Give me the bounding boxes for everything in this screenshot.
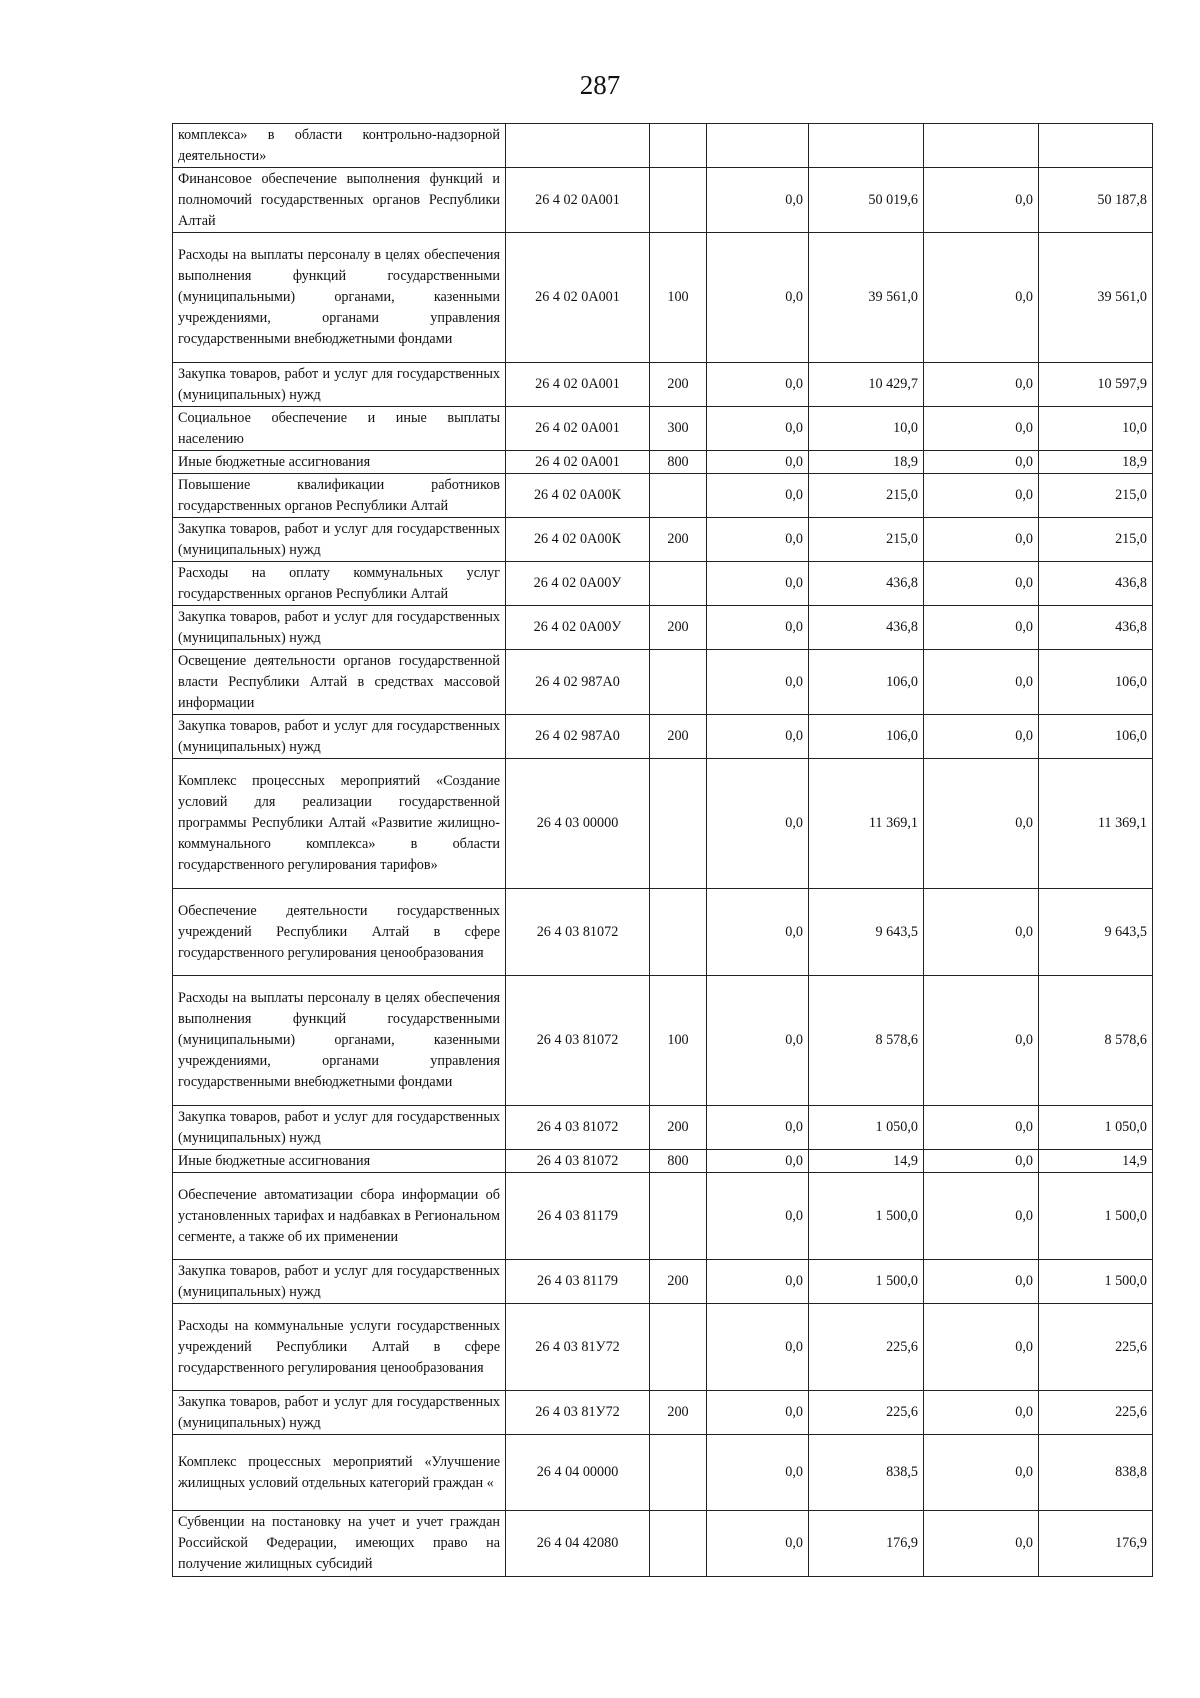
row-code: 26 4 03 81072 bbox=[506, 976, 650, 1106]
table-row bbox=[173, 759, 1153, 889]
row-value-4: 436,8 bbox=[1039, 562, 1153, 606]
row-name: Комплекс процессных мероприятий «Улучшение жилищных условий отдельных категорий граждан « bbox=[173, 1435, 506, 1511]
row-value-1: 0,0 bbox=[707, 474, 809, 518]
row-value-2: 1 500,0 bbox=[809, 1173, 924, 1260]
table-row bbox=[173, 562, 1153, 606]
row-expense-type bbox=[650, 474, 707, 518]
row-value-4: 1 050,0 bbox=[1039, 1106, 1153, 1150]
row-name: Расходы на выплаты персоналу в целях обеспечения выполнения функций государственными (муниципальными) органами, казенными учреждениями, органами управления государственными внебюджетными фондами bbox=[173, 976, 506, 1106]
row-value-1: 0,0 bbox=[707, 1106, 809, 1150]
row-name: Закупка товаров, работ и услуг для государственных (муниципальных) нужд bbox=[173, 363, 506, 407]
row-value-1: 0,0 bbox=[707, 650, 809, 715]
row-value-3: 0,0 bbox=[924, 1511, 1039, 1577]
row-name: Комплекс процессных мероприятий «Создание условий для реализации государственной программы Республики Алтай «Развитие жилищно-коммунального комплекса» в области государственного регулирования тарифов» bbox=[173, 759, 506, 889]
page-number: 287 bbox=[579, 70, 621, 100]
row-name: Закупка товаров, работ и услуг для государственных (муниципальных) нужд bbox=[173, 606, 506, 650]
row-value-2: 215,0 bbox=[809, 474, 924, 518]
row-name: Иные бюджетные ассигнования bbox=[173, 451, 506, 474]
row-value-2: 50 019,6 bbox=[809, 168, 924, 233]
table-row bbox=[173, 606, 1153, 650]
row-expense-type bbox=[650, 1304, 707, 1391]
row-name: Иные бюджетные ассигнования bbox=[173, 1150, 506, 1173]
row-value-1: 0,0 bbox=[707, 233, 809, 363]
row-name: Обеспечение деятельности государственных учреждений Республики Алтай в сфере государственного регулирования ценообразования bbox=[173, 889, 506, 976]
row-value-2: 18,9 bbox=[809, 451, 924, 474]
row-value-4: 50 187,8 bbox=[1039, 168, 1153, 233]
row-value-1: 0,0 bbox=[707, 1391, 809, 1435]
table-row bbox=[173, 407, 1153, 451]
row-code: 26 4 02 0А001 bbox=[506, 233, 650, 363]
row-value-1: 0,0 bbox=[707, 451, 809, 474]
row-value-1 bbox=[707, 124, 809, 168]
row-name: Расходы на оплату коммунальных услуг государственных органов Республики Алтай bbox=[173, 562, 506, 606]
row-code: 26 4 02 0А00У bbox=[506, 606, 650, 650]
row-value-4: 106,0 bbox=[1039, 715, 1153, 759]
row-expense-type: 200 bbox=[650, 363, 707, 407]
row-value-4: 838,8 bbox=[1039, 1435, 1153, 1511]
row-code: 26 4 04 00000 bbox=[506, 1435, 650, 1511]
table-row bbox=[173, 715, 1153, 759]
row-value-3: 0,0 bbox=[924, 474, 1039, 518]
row-value-4: 11 369,1 bbox=[1039, 759, 1153, 889]
row-value-3: 0,0 bbox=[924, 1435, 1039, 1511]
row-name: Освещение деятельности органов государственной власти Республики Алтай в средствах массовой информации bbox=[173, 650, 506, 715]
row-name: Социальное обеспечение и иные выплаты населению bbox=[173, 407, 506, 451]
row-expense-type: 800 bbox=[650, 1150, 707, 1173]
table-row bbox=[173, 1304, 1153, 1391]
table-row bbox=[173, 124, 1153, 168]
row-value-4: 39 561,0 bbox=[1039, 233, 1153, 363]
row-value-4: 10 597,9 bbox=[1039, 363, 1153, 407]
row-expense-type bbox=[650, 124, 707, 168]
row-value-3: 0,0 bbox=[924, 1173, 1039, 1260]
row-name: Финансовое обеспечение выполнения функций и полномочий государственных органов Республики Алтай bbox=[173, 168, 506, 233]
budget-table bbox=[172, 123, 1153, 1577]
row-name: Закупка товаров, работ и услуг для государственных (муниципальных) нужд bbox=[173, 1106, 506, 1150]
row-value-2: 10,0 bbox=[809, 407, 924, 451]
row-expense-type: 200 bbox=[650, 1391, 707, 1435]
row-expense-type: 100 bbox=[650, 976, 707, 1106]
row-value-2: 436,8 bbox=[809, 562, 924, 606]
row-value-4: 8 578,6 bbox=[1039, 976, 1153, 1106]
table-row bbox=[173, 1391, 1153, 1435]
table-row bbox=[173, 1173, 1153, 1260]
row-code: 26 4 03 81179 bbox=[506, 1173, 650, 1260]
row-value-1: 0,0 bbox=[707, 1150, 809, 1173]
row-expense-type: 200 bbox=[650, 1260, 707, 1304]
row-value-2: 215,0 bbox=[809, 518, 924, 562]
row-expense-type bbox=[650, 168, 707, 233]
row-value-3: 0,0 bbox=[924, 168, 1039, 233]
row-expense-type: 100 bbox=[650, 233, 707, 363]
row-value-2: 1 500,0 bbox=[809, 1260, 924, 1304]
row-value-3: 0,0 bbox=[924, 407, 1039, 451]
table-row bbox=[173, 889, 1153, 976]
row-value-3: 0,0 bbox=[924, 759, 1039, 889]
row-value-4: 436,8 bbox=[1039, 606, 1153, 650]
row-value-4: 225,6 bbox=[1039, 1304, 1153, 1391]
row-value-2: 838,5 bbox=[809, 1435, 924, 1511]
row-code: 26 4 03 81072 bbox=[506, 1150, 650, 1173]
table-row bbox=[173, 451, 1153, 474]
row-name: Обеспечение автоматизации сбора информации об установленных тарифах и надбавках в Региональном сегменте, а также об их применении bbox=[173, 1173, 506, 1260]
row-name: Субвенции на постановку на учет и учет граждан Российской Федерации, имеющих право на получение жилищных субсидий bbox=[173, 1511, 506, 1577]
row-code: 26 4 02 0А001 bbox=[506, 363, 650, 407]
row-value-1: 0,0 bbox=[707, 715, 809, 759]
row-value-1: 0,0 bbox=[707, 363, 809, 407]
row-value-1: 0,0 bbox=[707, 518, 809, 562]
row-value-1: 0,0 bbox=[707, 606, 809, 650]
table-row bbox=[173, 518, 1153, 562]
table-row bbox=[173, 1150, 1153, 1173]
table-body bbox=[173, 124, 1153, 1577]
table-row bbox=[173, 650, 1153, 715]
row-code: 26 4 02 987А0 bbox=[506, 715, 650, 759]
row-value-4: 18,9 bbox=[1039, 451, 1153, 474]
row-value-4: 176,9 bbox=[1039, 1511, 1153, 1577]
row-value-4: 215,0 bbox=[1039, 518, 1153, 562]
row-code: 26 4 02 0А001 bbox=[506, 168, 650, 233]
row-value-2: 436,8 bbox=[809, 606, 924, 650]
row-code: 26 4 03 81179 bbox=[506, 1260, 650, 1304]
row-value-1: 0,0 bbox=[707, 759, 809, 889]
row-name: Расходы на коммунальные услуги государственных учреждений Республики Алтай в сфере государственного регулирования ценообразования bbox=[173, 1304, 506, 1391]
row-value-4 bbox=[1039, 124, 1153, 168]
row-name: Закупка товаров, работ и услуг для государственных (муниципальных) нужд bbox=[173, 715, 506, 759]
row-value-2: 106,0 bbox=[809, 715, 924, 759]
row-name: комплекса» в области контрольно-надзорной деятельности» bbox=[173, 124, 506, 168]
row-value-1: 0,0 bbox=[707, 562, 809, 606]
row-code: 26 4 02 0А00У bbox=[506, 562, 650, 606]
row-value-3: 0,0 bbox=[924, 518, 1039, 562]
row-value-1: 0,0 bbox=[707, 1260, 809, 1304]
row-value-4: 225,6 bbox=[1039, 1391, 1153, 1435]
row-value-4: 10,0 bbox=[1039, 407, 1153, 451]
table-row bbox=[173, 1260, 1153, 1304]
table-row bbox=[173, 233, 1153, 363]
row-value-2: 106,0 bbox=[809, 650, 924, 715]
row-expense-type bbox=[650, 1511, 707, 1577]
row-expense-type: 200 bbox=[650, 715, 707, 759]
row-value-2: 1 050,0 bbox=[809, 1106, 924, 1150]
row-name: Закупка товаров, работ и услуг для государственных (муниципальных) нужд bbox=[173, 1260, 506, 1304]
row-value-2: 176,9 bbox=[809, 1511, 924, 1577]
row-code: 26 4 03 81072 bbox=[506, 1106, 650, 1150]
row-code: 26 4 02 0А001 bbox=[506, 407, 650, 451]
row-name: Расходы на выплаты персоналу в целях обеспечения выполнения функций государственными (муниципальными) органами, казенными учреждениями, органами управления государственными внебюджетными фондами bbox=[173, 233, 506, 363]
row-code bbox=[506, 124, 650, 168]
row-value-1: 0,0 bbox=[707, 1511, 809, 1577]
row-value-2 bbox=[809, 124, 924, 168]
row-expense-type: 200 bbox=[650, 606, 707, 650]
row-value-2: 8 578,6 bbox=[809, 976, 924, 1106]
row-name: Повышение квалификации работников государственных органов Республики Алтай bbox=[173, 474, 506, 518]
row-code: 26 4 02 0А00К bbox=[506, 474, 650, 518]
row-value-3 bbox=[924, 124, 1039, 168]
row-name: Закупка товаров, работ и услуг для государственных (муниципальных) нужд bbox=[173, 518, 506, 562]
row-value-4: 14,9 bbox=[1039, 1150, 1153, 1173]
row-value-1: 0,0 bbox=[707, 1173, 809, 1260]
row-value-4: 9 643,5 bbox=[1039, 889, 1153, 976]
row-value-2: 10 429,7 bbox=[809, 363, 924, 407]
row-value-3: 0,0 bbox=[924, 451, 1039, 474]
row-expense-type: 300 bbox=[650, 407, 707, 451]
row-value-4: 1 500,0 bbox=[1039, 1260, 1153, 1304]
row-expense-type bbox=[650, 562, 707, 606]
row-code: 26 4 03 81072 bbox=[506, 889, 650, 976]
row-value-2: 9 643,5 bbox=[809, 889, 924, 976]
table-row bbox=[173, 474, 1153, 518]
row-value-2: 14,9 bbox=[809, 1150, 924, 1173]
row-value-3: 0,0 bbox=[924, 650, 1039, 715]
row-value-1: 0,0 bbox=[707, 976, 809, 1106]
row-value-3: 0,0 bbox=[924, 562, 1039, 606]
row-value-1: 0,0 bbox=[707, 889, 809, 976]
row-expense-type bbox=[650, 1435, 707, 1511]
row-value-4: 215,0 bbox=[1039, 474, 1153, 518]
row-code: 26 4 03 81У72 bbox=[506, 1304, 650, 1391]
row-value-3: 0,0 bbox=[924, 889, 1039, 976]
row-code: 26 4 02 987А0 bbox=[506, 650, 650, 715]
row-code: 26 4 02 0А00К bbox=[506, 518, 650, 562]
row-value-2: 225,6 bbox=[809, 1304, 924, 1391]
row-value-1: 0,0 bbox=[707, 1304, 809, 1391]
table-row bbox=[173, 976, 1153, 1106]
row-value-1: 0,0 bbox=[707, 1435, 809, 1511]
row-value-2: 11 369,1 bbox=[809, 759, 924, 889]
row-value-3: 0,0 bbox=[924, 606, 1039, 650]
row-value-4: 1 500,0 bbox=[1039, 1173, 1153, 1260]
row-value-3: 0,0 bbox=[924, 1391, 1039, 1435]
row-value-1: 0,0 bbox=[707, 168, 809, 233]
row-value-3: 0,0 bbox=[924, 1304, 1039, 1391]
table-row bbox=[173, 363, 1153, 407]
row-value-3: 0,0 bbox=[924, 976, 1039, 1106]
row-expense-type bbox=[650, 889, 707, 976]
row-value-2: 39 561,0 bbox=[809, 233, 924, 363]
row-code: 26 4 04 42080 bbox=[506, 1511, 650, 1577]
row-code: 26 4 02 0А001 bbox=[506, 451, 650, 474]
row-value-3: 0,0 bbox=[924, 715, 1039, 759]
row-value-3: 0,0 bbox=[924, 1150, 1039, 1173]
row-value-3: 0,0 bbox=[924, 1106, 1039, 1150]
table-row bbox=[173, 1106, 1153, 1150]
row-name: Закупка товаров, работ и услуг для государственных (муниципальных) нужд bbox=[173, 1391, 506, 1435]
row-value-3: 0,0 bbox=[924, 233, 1039, 363]
row-value-3: 0,0 bbox=[924, 363, 1039, 407]
row-expense-type: 800 bbox=[650, 451, 707, 474]
row-expense-type: 200 bbox=[650, 518, 707, 562]
row-expense-type: 200 bbox=[650, 1106, 707, 1150]
table-row bbox=[173, 168, 1153, 233]
table-row bbox=[173, 1511, 1153, 1577]
row-value-2: 225,6 bbox=[809, 1391, 924, 1435]
row-code: 26 4 03 00000 bbox=[506, 759, 650, 889]
row-value-4: 106,0 bbox=[1039, 650, 1153, 715]
row-expense-type bbox=[650, 1173, 707, 1260]
row-expense-type bbox=[650, 759, 707, 889]
row-value-1: 0,0 bbox=[707, 407, 809, 451]
row-expense-type bbox=[650, 650, 707, 715]
row-code: 26 4 03 81У72 bbox=[506, 1391, 650, 1435]
row-value-3: 0,0 bbox=[924, 1260, 1039, 1304]
table-row bbox=[173, 1435, 1153, 1511]
